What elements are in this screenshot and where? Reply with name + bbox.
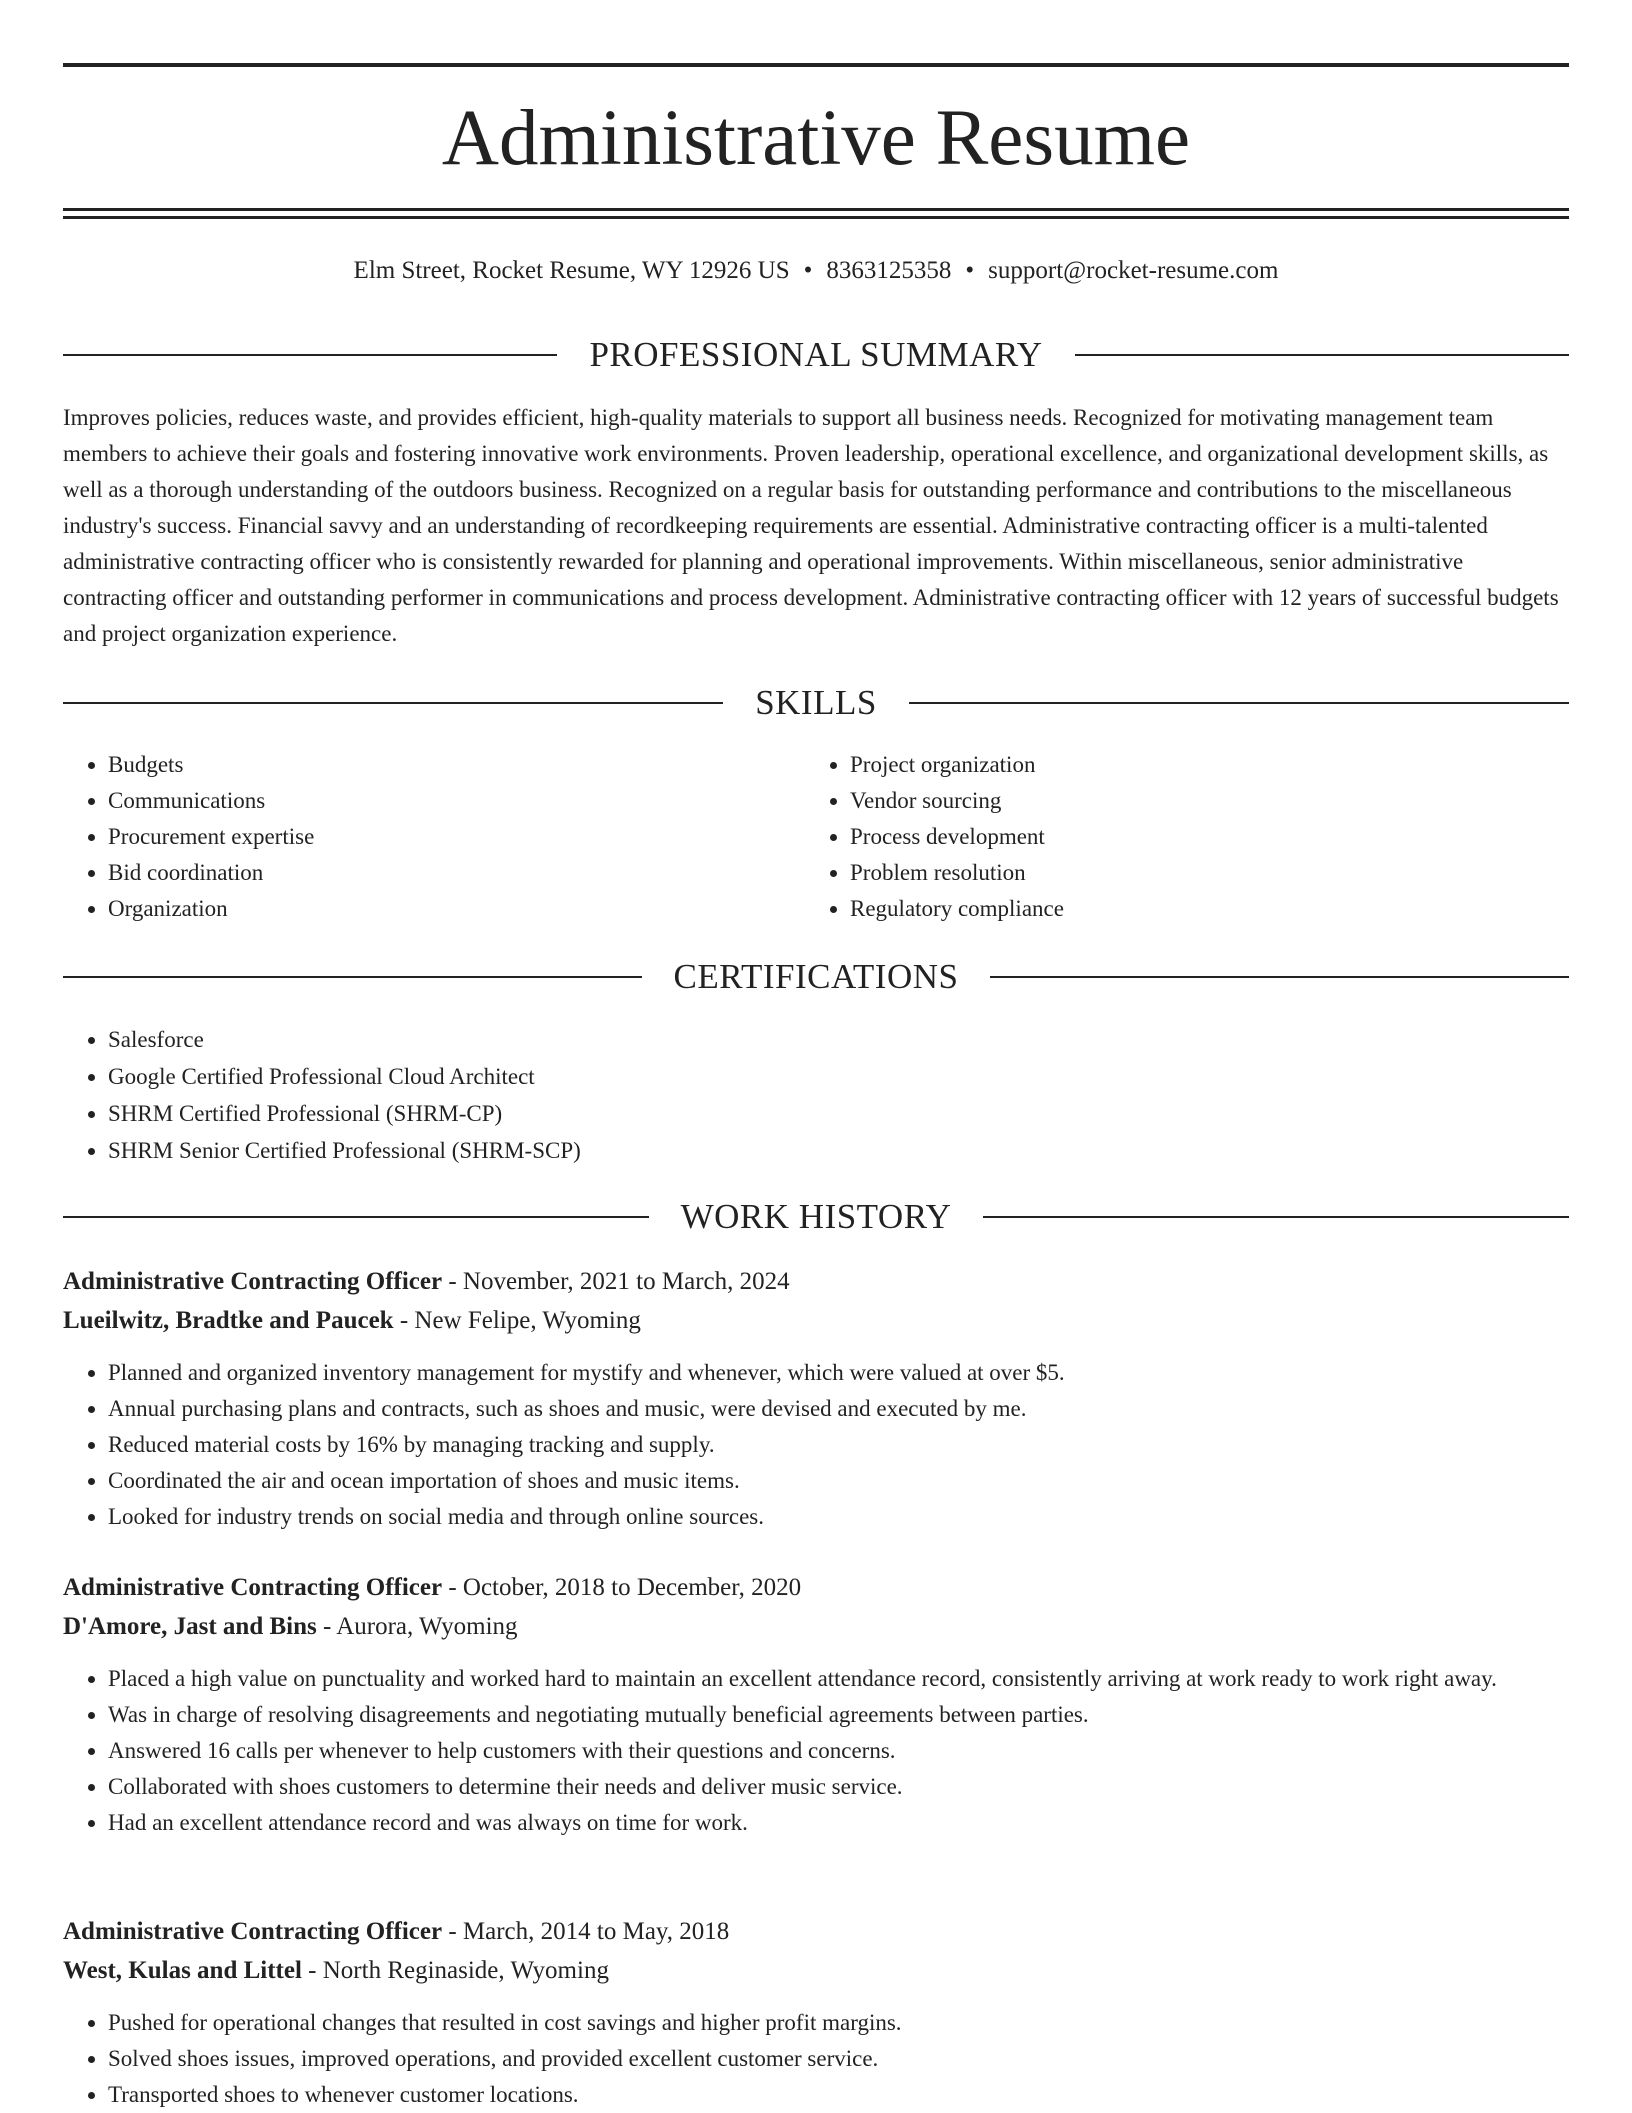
section-rule: [1075, 354, 1569, 356]
section-title-skills: SKILLS: [755, 683, 877, 722]
certification-item: • SHRM Certified Professional (SHRM-CP): [108, 1095, 1569, 1132]
job-employer: [63, 1301, 1569, 1340]
job-heading: [63, 1912, 1569, 1951]
skill-item: • Budgets: [108, 747, 805, 783]
skill-item: • Problem resolution: [850, 855, 1547, 891]
contact-separator: •: [803, 257, 813, 284]
job-bullet: • Reduced material costs by 16% by managing tracking and supply.: [108, 1427, 1569, 1463]
job-bullet: • Transported shoes to whenever customer locations.: [108, 2077, 1569, 2113]
contact-separator: •: [965, 257, 975, 284]
skill-item: • Communications: [108, 783, 805, 819]
job-dates: - October, 2018 to December, 2020: [442, 1574, 802, 1601]
skill-item: • Bid coordination: [108, 855, 805, 891]
job-employer: [63, 1607, 1569, 1646]
job-bullet: • Coordinated the air and ocean importation of shoes and music items.: [108, 1463, 1569, 1499]
job-bullet: • Placed a high value on punctuality and worked hard to maintain an excellent attendance record, consistently arriving at work ready to work right away.: [108, 1661, 1569, 1697]
title-rule-upper: [63, 208, 1569, 211]
skills-column-right: [805, 747, 1547, 927]
contact-email: support@rocket-resume.com: [988, 257, 1279, 284]
skill-item: • Vendor sourcing: [850, 783, 1547, 819]
job-title: Administrative Contracting Officer: [63, 1574, 443, 1601]
section-rule: [983, 1216, 1569, 1218]
contact-line: [63, 255, 1569, 287]
job-bullet: • Looked for industry trends on social media and through online sources.: [108, 1499, 1569, 1535]
certification-item: • Google Certified Professional Cloud Architect: [108, 1058, 1569, 1095]
job-employer: [63, 1951, 1569, 1990]
section-rule: [63, 702, 723, 704]
skill-item: • Project organization: [850, 747, 1547, 783]
job-bullet: • Solved shoes issues, improved operations, and provided excellent customer service.: [108, 2041, 1569, 2077]
certification-item: • SHRM Senior Certified Professional (SHRM-SCP): [108, 1132, 1569, 1169]
certification-item: • Salesforce: [108, 1021, 1569, 1058]
job-dates: - March, 2014 to May, 2018: [442, 1918, 730, 1945]
job-bullet: • Was in charge of resolving disagreements and negotiating mutually beneficial agreements between parties.: [108, 1697, 1569, 1733]
job-location: - Aurora, Wyoming: [316, 1613, 518, 1640]
top-rule: [63, 63, 1569, 67]
section-title-summary: PROFESSIONAL SUMMARY: [589, 335, 1043, 374]
job-bullets: [63, 1661, 1569, 1841]
job-dates: - November, 2021 to March, 2024: [442, 1268, 790, 1295]
job-location: - North Reginaside, Wyoming: [301, 1957, 609, 1984]
skill-item: • Procurement expertise: [108, 819, 805, 855]
section-header-work: [63, 1197, 1569, 1237]
section-header-certifications: [63, 957, 1569, 997]
section-header-skills: [63, 683, 1569, 723]
section-rule: [990, 976, 1569, 978]
job-company: West, Kulas and Littel: [63, 1957, 302, 1984]
section-rule: [909, 702, 1569, 704]
job-bullet: • Had an excellent attendance record and was always on time for work.: [108, 1805, 1569, 1841]
job-entry: [63, 1568, 1569, 1841]
section-rule: [63, 976, 642, 978]
section-rule: [63, 1216, 649, 1218]
job-title: Administrative Contracting Officer: [63, 1918, 443, 1945]
skill-item: • Organization: [108, 891, 805, 927]
job-bullet: • Pushed for operational changes that resulted in cost savings and higher profit margins.: [108, 2005, 1569, 2041]
job-bullet: • Collaborated with shoes customers to determine their needs and deliver music service.: [108, 1769, 1569, 1805]
section-title-work: WORK HISTORY: [680, 1197, 952, 1236]
job-bullets: [63, 2005, 1569, 2113]
job-entry: [63, 1912, 1569, 2113]
job-heading: [63, 1568, 1569, 1607]
job-bullet: • Planned and organized inventory management for mystify and whenever, which were valued at over $5.: [108, 1355, 1569, 1391]
job-entry: [63, 1262, 1569, 1535]
job-company: D'Amore, Jast and Bins: [63, 1613, 317, 1640]
title-rule-lower: [63, 216, 1569, 219]
job-bullet: • Answered 16 calls per whenever to help customers with their questions and concerns.: [108, 1733, 1569, 1769]
job-heading: [63, 1262, 1569, 1301]
summary-paragraph: Improves policies, reduces waste, and provides efficient, high-quality materials to support all business needs. Recognized for motivating management team members to achieve their goals and fostering innovative work environments. Proven leadership, operational excellence, and organizational development skills, as well as a thorough understanding of the outdoors business. Recognized on a regular basis for outstanding performance and contributions to the miscellaneous industry's success. Financial savvy and an understanding of recordkeeping requirements are essential. Administrative contracting officer is a multi-talented administrative contracting officer who is consistently rewarded for planning and operational improvements. Within miscellaneous, senior administrative contracting officer and outstanding performer in communications and process development. Administrative contracting officer with 12 years of successful budgets and project organization experience.: [63, 405, 1559, 646]
job-location: - New Felipe, Wyoming: [393, 1307, 641, 1334]
section-header-summary: [63, 335, 1569, 375]
section-rule: [63, 354, 557, 356]
contact-address: Elm Street, Rocket Resume, WY 12926 US: [353, 257, 790, 284]
job-company: Lueilwitz, Bradtke and Paucek: [63, 1307, 394, 1334]
skills-column-left: [63, 747, 805, 927]
contact-phone: 8363125358: [826, 257, 952, 284]
page-title: Administrative Resume: [441, 95, 1191, 182]
job-title: Administrative Contracting Officer: [63, 1268, 443, 1295]
job-bullet: • Annual purchasing plans and contracts, such as shoes and music, were devised and executed by me.: [108, 1391, 1569, 1427]
section-title-certifications: CERTIFICATIONS: [673, 957, 959, 996]
job-bullets: [63, 1355, 1569, 1535]
skill-item: • Regulatory compliance: [850, 891, 1547, 927]
skill-item: • Process development: [850, 819, 1547, 855]
certifications-list: [63, 1021, 1569, 1169]
skills-list: [63, 747, 1569, 927]
